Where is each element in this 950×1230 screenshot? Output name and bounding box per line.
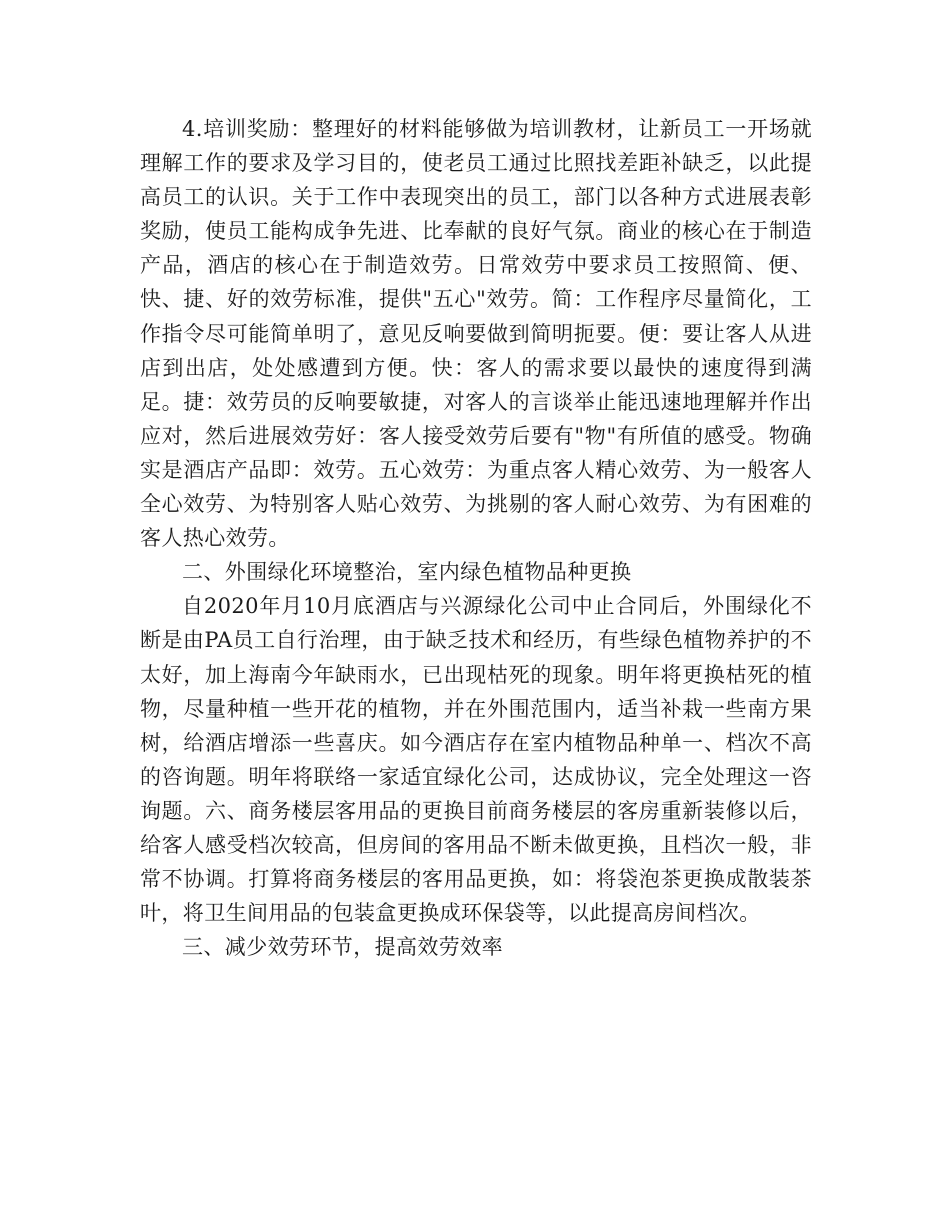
document-body [140, 112, 812, 964]
paragraph-training-rewards: 4.培训奖励：整理好的材料能够做为培训教材，让新员工一开场就理解工作的要求及学习目的，使老员工通过比照找差距补缺乏，以此提高员工的认识。关于工作中表现突出的员工，部门以各种方式进展表彰奖励，使员工能构成争先进、比奉献的良好气氛。商业的核心在于制造产品，酒店的核心在于制造效劳。日常效劳中要求员工按照简、便、快、捷、好的效劳标准，提供"五心"效劳。简：工作程序尽量简化，工作指令尽可能简单明了，意见反响要做到简明扼要。便：要让客人从进店到出店，处处感遭到方便。快：客人的需求要以最快的速度得到满足。捷：效劳员的反响要敏捷，对客人的言谈举止能迅速地理解并作出应对，然后进展效劳好：客人接受效劳后要有"物"有所值的感受。物确实是酒店产品即：效劳。五心效劳：为重点客人精心效劳、为一般客人全心效劳、为特别客人贴心效劳、为挑剔的客人耐心效劳、为有困难的客人热心效劳。 [140, 117, 812, 551]
section-heading-efficiency: 三、减少效劳环节，提高效劳效率 [182, 935, 503, 960]
section-heading-greening: 二、外围绿化环境整治，室内绿色植物品种更换 [182, 560, 632, 585]
paragraph-greening-details: 自2020年月10月底酒店与兴源绿化公司中止合同后，外围绿化不断是由PA员工自行治理，由于缺乏技术和经历，有些绿色植物养护的不太好，加上海南今年缺雨水，已出现枯死的现象。明年将更换枯死的植物，尽量种植一些开花的植物，并在外围范围内，适当补栽一些南方果树，给酒店增添一些喜庆。如今酒店存在室内植物品种单一、档次不高的咨询题。明年将联络一家适宜绿化公司，达成协议，完全处理这一咨询题。六、商务楼层客用品的更换目前商务楼层的客房重新装修以后，给客人感受档次较高，但房间的客用品不断未做更换，且档次一般，非常不协调。打算将商务楼层的客用品更换，如：将袋泡茶更换成散装茶叶，将卫生间用品的包装盒更换成环保袋等，以此提高房间档次。 [140, 594, 812, 926]
